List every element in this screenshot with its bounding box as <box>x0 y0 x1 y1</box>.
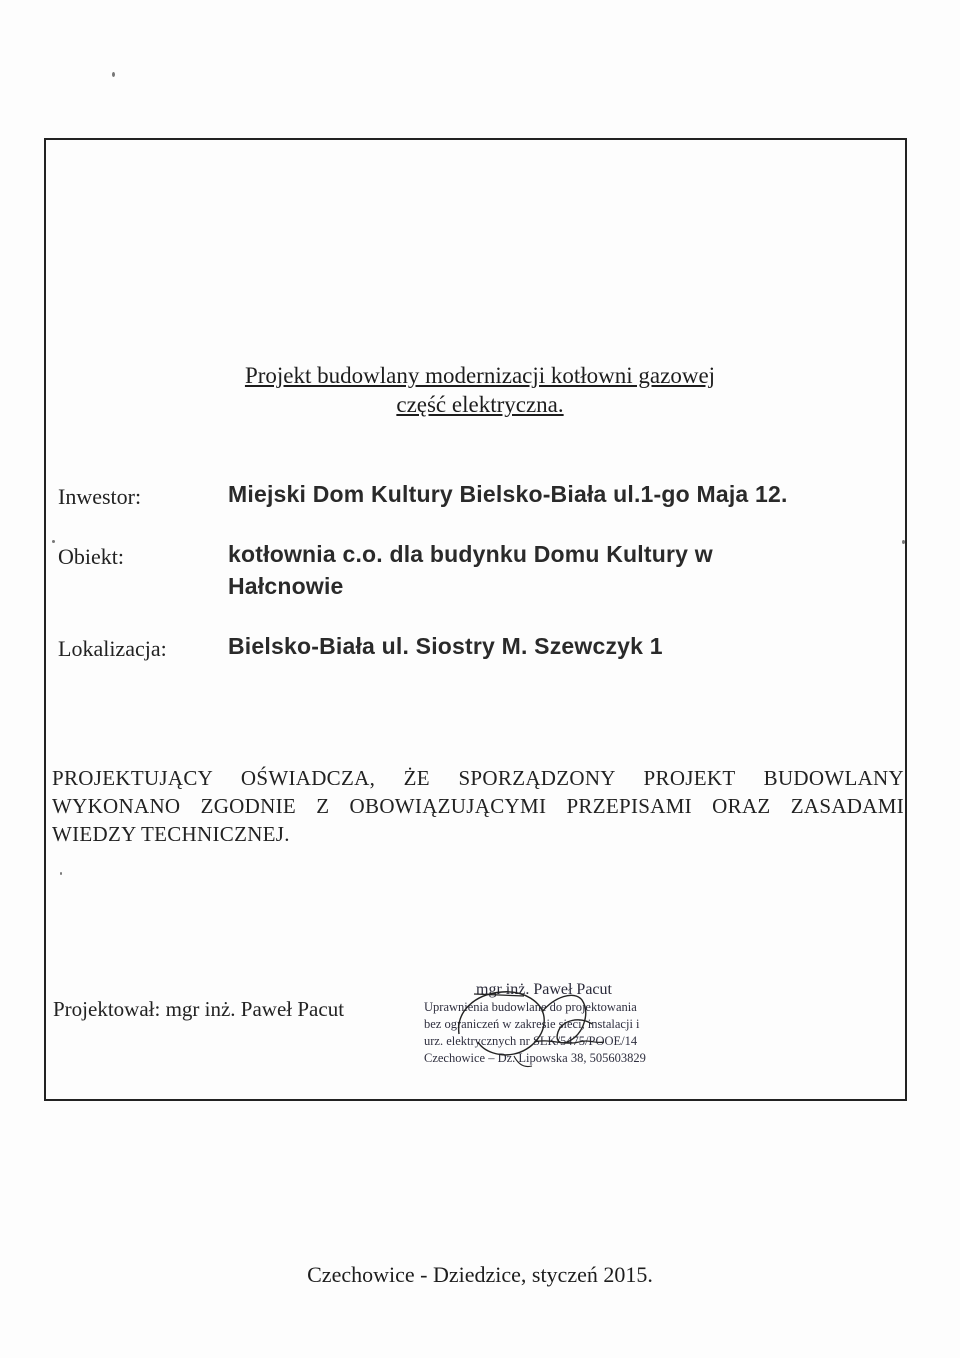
stamp-line-4: Czechowice – Dz. Lipowska 38, 505603829 <box>424 1051 646 1065</box>
location-value: Bielsko-Biała ul. Siostry M. Szewczyk 1 <box>228 633 663 659</box>
scan-speck <box>52 540 55 543</box>
investor-value: Miejski Dom Kultury Bielsko-Biała ul.1-go Maja 12. <box>228 481 788 507</box>
stamp-line-1: Uprawnienia budowlane do projektowania <box>424 1000 637 1014</box>
designer-statement: PROJEKTUJĄCY OŚWIADCZA, ŻE SPORZĄDZONY PROJEKT BUDOWLANY WYKONANO ZGODNIE Z OBOWIĄZUJĄCYMI PRZEPISAMI ORAZ ZASADAMI WIEDZY TECHNICZNEJ. <box>52 766 904 846</box>
object-value-line1: kotłownia c.o. dla budynku Domu Kultury w <box>228 541 713 567</box>
stamp-name: mgr inż. Paweł Pacut <box>476 981 612 998</box>
stamp-line-3: urz. elektrycznych nr SLK/5475/POOE/14 <box>424 1034 638 1048</box>
project-subtitle: część elektryczna. <box>396 392 564 417</box>
scan-speck <box>902 540 905 544</box>
designer-line: Projektował: mgr inż. Paweł Pacut <box>53 997 345 1021</box>
place-and-date: Czechowice - Dziedzice, styczeń 2015. <box>307 1262 653 1287</box>
investor-label: Inwestor: <box>58 484 142 509</box>
stamp-line-2: bez ograniczeń w zakresie sieci, instalacji i <box>424 1017 640 1031</box>
object-value-line2: Hałcnowie <box>228 573 344 599</box>
designer-stamp <box>424 981 684 1077</box>
document-frame <box>44 138 907 1101</box>
project-title: Projekt budowlany modernizacji kotłowni gazowej <box>244 363 716 388</box>
object-label: Obiekt: <box>58 544 124 569</box>
scan-speck <box>60 872 62 875</box>
scan-speck <box>112 72 115 77</box>
location-label: Lokalizacja: <box>58 636 167 661</box>
